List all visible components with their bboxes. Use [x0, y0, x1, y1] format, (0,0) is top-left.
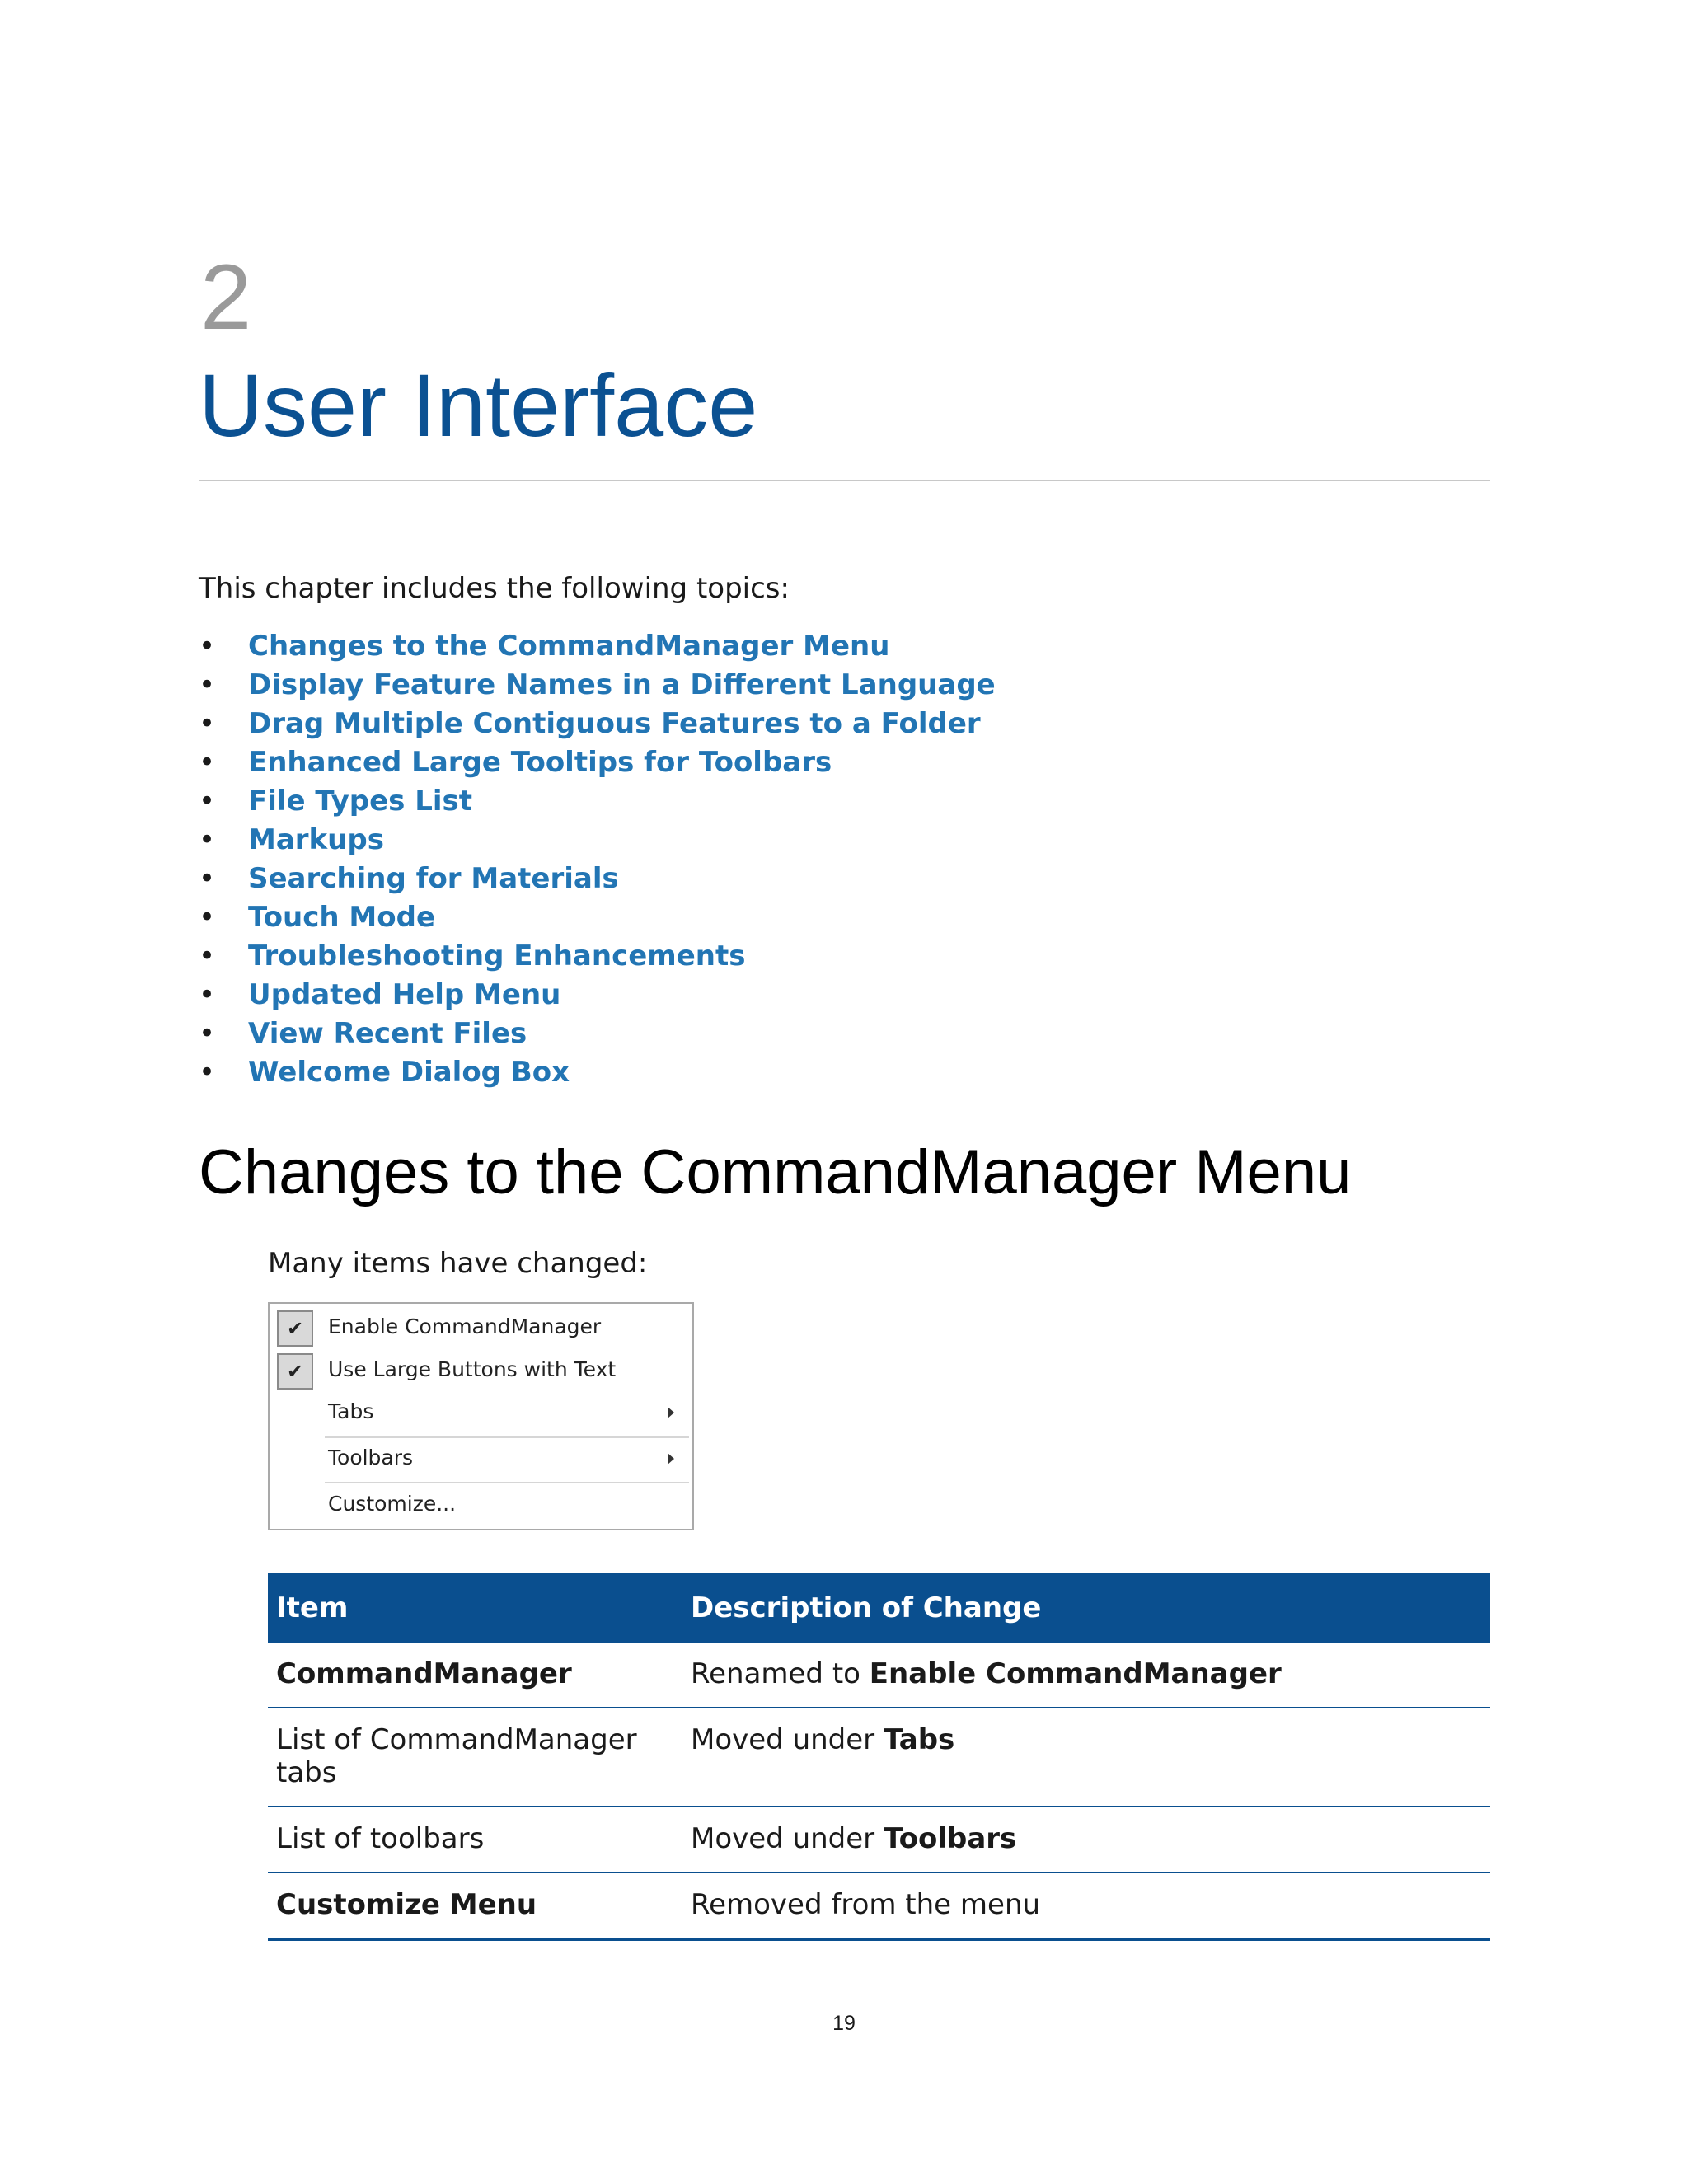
table-row: [268, 1872, 1490, 1939]
topic-item: [199, 937, 1105, 976]
bullet-icon: •: [199, 901, 216, 934]
description-emphasis: Tabs: [883, 1723, 955, 1756]
topic-link-large-tooltips[interactable]: Enhanced Large Tooltips for Toolbars: [248, 746, 832, 779]
submenu-arrow-icon: [668, 1453, 674, 1465]
description-emphasis: Enable CommandManager: [869, 1657, 1282, 1690]
topic-link-commandmanager-menu[interactable]: Changes to the CommandManager Menu: [248, 630, 890, 663]
table-cell-description: [682, 1643, 1490, 1708]
table-cell-item: Customize Menu: [268, 1872, 682, 1939]
topic-item: [199, 860, 1105, 898]
topic-link-help-menu[interactable]: Updated Help Menu: [248, 978, 561, 1011]
table-cell-description: [682, 1708, 1490, 1807]
bullet-icon: •: [199, 862, 216, 895]
bullet-icon: •: [199, 630, 216, 663]
bullet-icon: •: [199, 746, 216, 779]
description-text: Moved under: [691, 1723, 884, 1756]
topic-item: [199, 1015, 1105, 1053]
topic-link-drag-features-folder[interactable]: Drag Multiple Contiguous Features to a Folder: [248, 707, 981, 740]
topic-link-recent-files[interactable]: View Recent Files: [248, 1017, 528, 1050]
table-cell-description: [682, 1872, 1490, 1939]
description-text: Moved under: [691, 1822, 884, 1855]
topic-list: [199, 627, 1105, 1092]
table-header-row: [268, 1573, 1490, 1643]
topic-link-welcome-dialog[interactable]: Welcome Dialog Box: [248, 1056, 570, 1089]
topic-item: [199, 627, 1105, 666]
commandmanager-context-menu: [268, 1302, 694, 1530]
bullet-icon: •: [199, 1017, 216, 1050]
checkmark-icon: ✔: [277, 1353, 313, 1390]
menu-item-label: Toolbars: [328, 1446, 414, 1469]
menu-item-label: Tabs: [328, 1399, 374, 1423]
topic-item: [199, 898, 1105, 937]
topic-link-feature-names-language[interactable]: Display Feature Names in a Different Language: [248, 668, 996, 701]
topics-intro: This chapter includes the following topics:: [199, 572, 790, 605]
bullet-icon: •: [199, 785, 216, 818]
table-cell-item: List of CommandManager tabs: [268, 1708, 682, 1807]
menu-item-customize[interactable]: [270, 1483, 692, 1525]
chapter-divider: [199, 480, 1490, 481]
topic-item: [199, 743, 1105, 782]
table-cell-item: List of toolbars: [268, 1807, 682, 1872]
bullet-icon: •: [199, 668, 216, 701]
chapter-title: User Interface: [199, 355, 758, 455]
topic-link-searching-materials[interactable]: Searching for Materials: [248, 862, 619, 895]
chapter-number: 2: [200, 246, 252, 349]
menu-item-label: Customize...: [328, 1492, 457, 1516]
checkmark-icon: ✔: [277, 1310, 313, 1347]
topic-link-touch-mode[interactable]: Touch Mode: [248, 901, 436, 934]
page-number: 19: [832, 2012, 856, 2035]
topic-item: [199, 782, 1105, 821]
topic-item: [199, 705, 1105, 743]
topic-item: [199, 821, 1105, 860]
submenu-arrow-icon: [668, 1407, 674, 1418]
table-cell-item: CommandManager: [268, 1643, 682, 1708]
column-header-item: Item: [268, 1573, 682, 1643]
section-title: Changes to the CommandManager Menu: [199, 1137, 1352, 1207]
menu-item-label: Use Large Buttons with Text: [328, 1357, 617, 1381]
bullet-icon: •: [199, 978, 216, 1011]
topic-link-troubleshooting[interactable]: Troubleshooting Enhancements: [248, 940, 746, 972]
description-text: Removed from the menu: [691, 1888, 1041, 1921]
menu-item-enable-commandmanager[interactable]: [270, 1306, 692, 1347]
topic-link-markups[interactable]: Markups: [248, 823, 384, 856]
table-row: [268, 1643, 1490, 1708]
menu-item-large-buttons[interactable]: [270, 1349, 692, 1390]
changes-table: [268, 1573, 1490, 1941]
menu-item-toolbars[interactable]: [270, 1437, 692, 1479]
bullet-icon: •: [199, 707, 216, 740]
menu-item-label: Enable CommandManager: [328, 1315, 602, 1338]
table-row: [268, 1708, 1490, 1807]
bullet-icon: •: [199, 940, 216, 972]
column-header-description: Description of Change: [682, 1573, 1490, 1643]
description-text: Renamed to: [691, 1657, 870, 1690]
menu-item-tabs[interactable]: [270, 1391, 692, 1432]
bullet-icon: •: [199, 1056, 216, 1089]
topic-item: [199, 976, 1105, 1015]
section-intro: Many items have changed:: [268, 1247, 648, 1280]
topic-item: [199, 1053, 1105, 1092]
topic-link-file-types-list[interactable]: File Types List: [248, 785, 473, 818]
bullet-icon: •: [199, 823, 216, 856]
table-cell-description: [682, 1807, 1490, 1872]
table-row: [268, 1807, 1490, 1872]
description-emphasis: Toolbars: [883, 1822, 1017, 1855]
topic-item: [199, 666, 1105, 705]
